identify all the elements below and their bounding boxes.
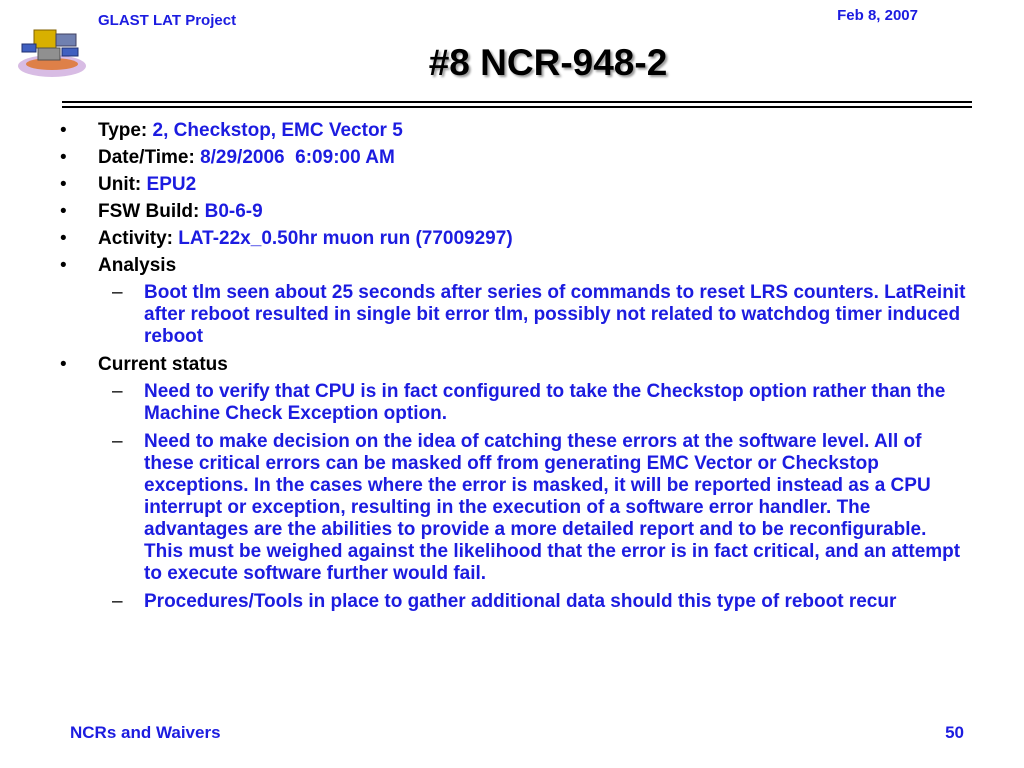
status-item — [60, 591, 970, 613]
status-text: Need to verify that CPU is in fact configured to take the Checkstop option rather than the Machine Check Exception option. — [144, 381, 946, 424]
bullet-value: B0-6-9 — [204, 201, 263, 222]
title-rule-top — [62, 101, 972, 103]
status-text: Need to make decision on the idea of catching these errors at the software level. All of these critical errors can be masked off from generating EMC Vector or Checkstop exceptions. In the cases where the error is masked, it will be reported instead as a CPU interrupt or exception, resulting in the execution of a software error handler. The advantages are the abilities to provide a more detailed report and to be reconfigurable. This must be weighed against the likelihood that the error is in fact critical, and an attempt to execute software further would fail. — [144, 431, 961, 584]
dash-marker: – — [112, 431, 123, 452]
bullet-marker: • — [60, 255, 67, 276]
status-item — [60, 431, 970, 585]
page-number: 50 — [945, 723, 964, 742]
bullet-label: Current status — [98, 354, 228, 375]
bullet-analysis — [60, 255, 970, 277]
bullet-label: Unit: — [98, 174, 147, 195]
bullet-marker: • — [60, 120, 67, 141]
bullet-value: 8/29/2006 6:09:00 AM — [200, 147, 395, 168]
slide-date: Feb 8, 2007 — [837, 7, 918, 24]
bullet-unit — [60, 174, 970, 196]
bullet-fsw-build — [60, 201, 970, 223]
bullet-marker: • — [60, 201, 67, 222]
footer-section-name: NCRs and Waivers — [70, 723, 221, 742]
bullet-marker: • — [60, 147, 67, 168]
analysis-text: Boot tlm seen about 25 seconds after series of commands to reset LRS counters. LatReinit after reboot resulted in single bit error tlm, possibly not related to watchdog timer induced reboot — [144, 282, 966, 347]
title-rule-bottom — [62, 106, 972, 108]
bullet-marker: • — [60, 354, 67, 375]
bullet-marker: • — [60, 228, 67, 249]
bullet-value: EPU2 — [146, 174, 197, 195]
bullet-activity — [60, 228, 970, 250]
bullet-value: LAT-22x_0.50hr muon run (77009297) — [178, 228, 513, 249]
dash-marker: – — [112, 282, 123, 303]
bullet-label: Date/Time: — [98, 147, 201, 168]
project-name: GLAST LAT Project — [98, 12, 237, 29]
bullet-value: 2, Checkstop, EMC Vector 5 — [152, 120, 403, 141]
bullet-marker: • — [60, 174, 67, 195]
bullet-date-time — [60, 147, 970, 169]
bullet-current-status — [60, 354, 970, 376]
slide-title: #8 NCR-948-2 — [428, 42, 668, 83]
bullet-label: Analysis — [98, 255, 177, 276]
dash-marker: – — [112, 381, 123, 402]
slide-content — [60, 120, 970, 619]
status-item — [60, 381, 970, 425]
bullet-label: Type: — [98, 120, 153, 141]
bullet-label: Activity: — [98, 228, 179, 249]
bullet-label: FSW Build: — [98, 201, 205, 222]
analysis-item — [60, 282, 970, 348]
dash-marker: – — [112, 591, 123, 612]
status-text: Procedures/Tools in place to gather additional data should this type of reboot recur — [144, 591, 897, 612]
bullet-type — [60, 120, 970, 142]
